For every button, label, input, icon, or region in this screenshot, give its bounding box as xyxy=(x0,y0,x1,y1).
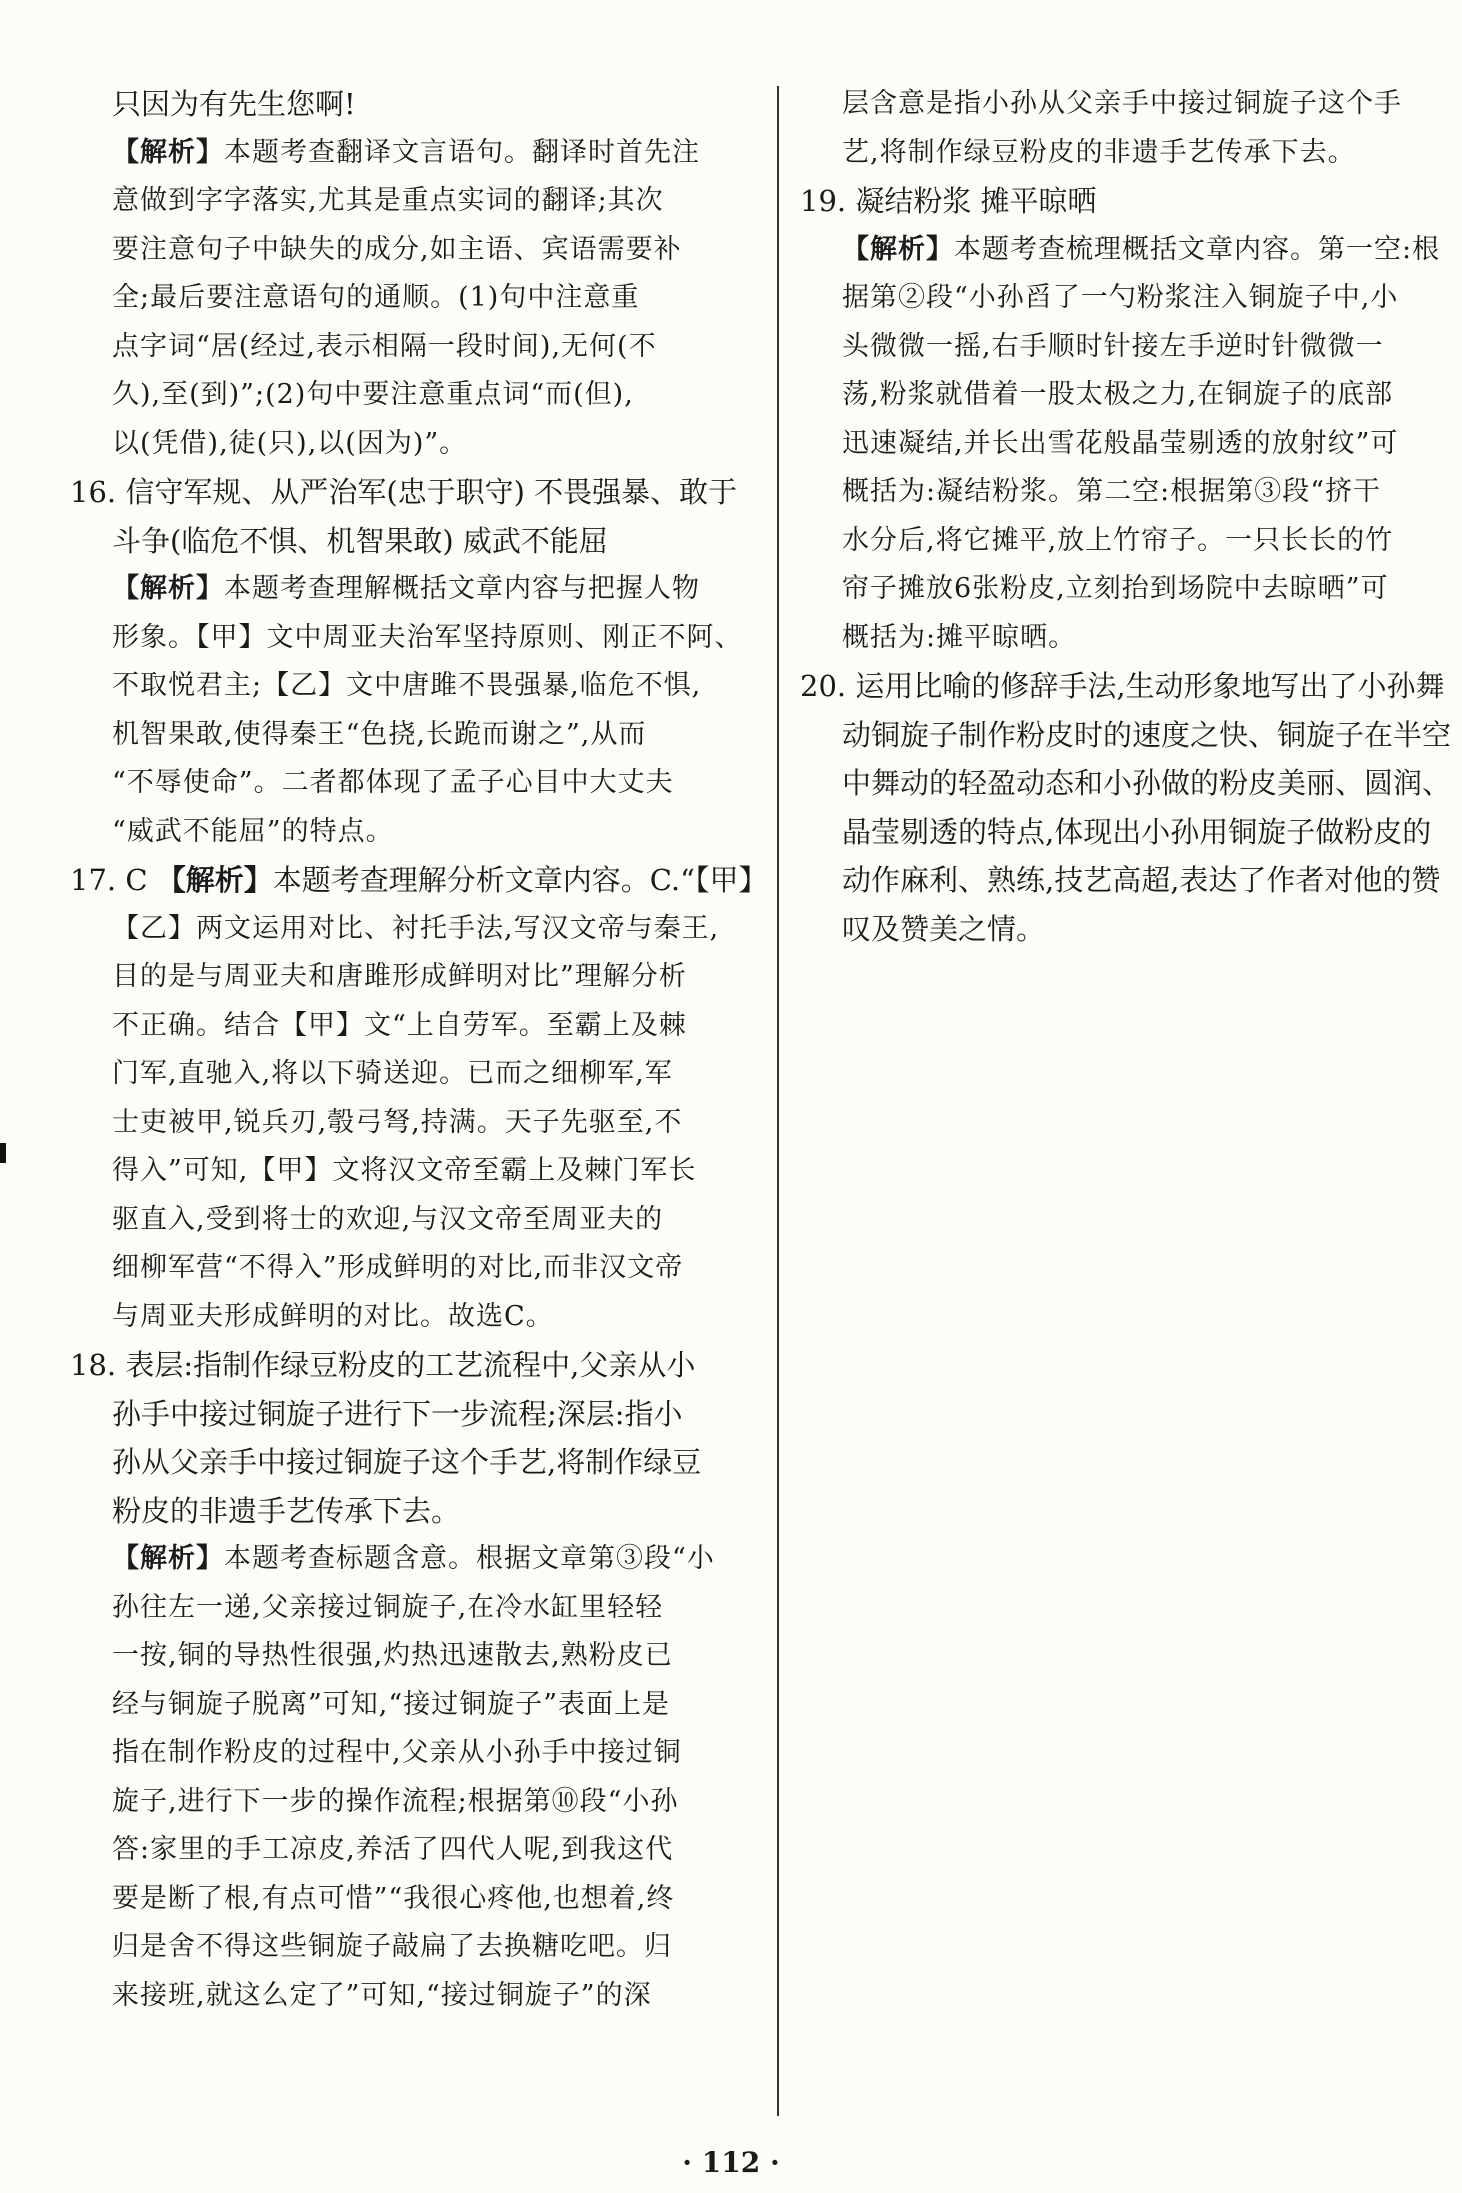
text-line xyxy=(70,1438,770,1487)
line-text: 动作麻利、熟练,技艺高超,表达了作者对他的赞 xyxy=(842,863,1441,897)
line-text: 孙从父亲手中接过铜旋子这个手艺,将制作绿豆 xyxy=(112,1445,702,1479)
line-text: 孙往左一递,父亲接过铜旋子,在冷水缸里轻轻 xyxy=(112,1591,664,1623)
text-line xyxy=(70,1535,770,1584)
line-text: 概括为:摊平晾晒。 xyxy=(842,621,1077,653)
analysis-tag: 【解析】 xyxy=(842,233,954,265)
analysis-tag: 【解析】 xyxy=(112,1543,224,1574)
text-line xyxy=(70,420,770,469)
text-line xyxy=(800,711,1462,760)
text-line xyxy=(70,711,770,760)
line-text: 本题考查标题含意。根据文章第③段“小 xyxy=(224,1543,715,1574)
line-text: 粉皮的非遗手艺传承下去。 xyxy=(112,1493,461,1528)
line-text: 旋子,进行下一步的操作流程;根据第⑩段“小孙 xyxy=(112,1785,679,1817)
line-text: 机智果敢,使得秦王“色挠,长跪而谢之”,从而 xyxy=(112,718,647,750)
analysis-tag: 【解析】 xyxy=(112,573,224,604)
text-line xyxy=(70,1196,770,1245)
right-column xyxy=(800,80,1462,953)
margin-mark xyxy=(0,1143,6,1163)
line-text: 只因为有先生您啊! xyxy=(112,87,356,121)
line-text: 中舞动的轻盈动态和小孙做的粉皮美丽、圆润、 xyxy=(842,766,1452,800)
text-line xyxy=(800,129,1462,178)
analysis-tag: 【解析】 xyxy=(156,863,273,897)
line-text: 一按,铜的导热性很强,灼热迅速散去,熟粉皮已 xyxy=(112,1640,673,1671)
line-text: 归是舍不得这些铜旋子敲扁了去换糖吃吧。归 xyxy=(112,1931,672,1962)
line-text: 答:家里的手工凉皮,养活了四代人呢,到我这代 xyxy=(112,1834,674,1865)
text-line xyxy=(70,1293,770,1342)
text-line xyxy=(70,1002,770,1051)
text-line xyxy=(800,856,1462,905)
line-text: 指在制作粉皮的过程中,父亲从小孙手中接过铜 xyxy=(112,1737,682,1768)
line-text: 艺,将制作绿豆粉皮的非遗手艺传承下去。 xyxy=(842,136,1356,168)
text-line xyxy=(800,808,1462,857)
column-divider xyxy=(777,86,779,2116)
line-text: 18. 表层:指制作绿豆粉皮的工艺流程中,父亲从小 xyxy=(70,1348,696,1382)
text-line xyxy=(70,1147,770,1196)
left-column xyxy=(70,80,770,2020)
text-line xyxy=(70,1099,770,1148)
line-text: 形象。【甲】文中周亚夫治军坚持原则、刚正不阿、 xyxy=(112,621,743,653)
line-text: “不辱使命”。二者都体现了孟子心目中大丈夫 xyxy=(112,767,674,798)
text-line xyxy=(70,129,770,178)
text-line xyxy=(70,1681,770,1730)
line-text: 迅速凝结,并长出雪花般晶莹剔透的放射纹”可 xyxy=(842,427,1399,459)
line-text: “威武不能屈”的特点。 xyxy=(112,815,394,847)
line-text: 与周亚夫形成鲜明的对比。故选C。 xyxy=(112,1300,554,1332)
text-line xyxy=(70,953,770,1002)
line-text: 得入”可知,【甲】文将汉文帝至霸上及棘门军长 xyxy=(112,1155,697,1186)
line-text: 以(凭借),徒(只),以(因为)”。 xyxy=(112,427,468,459)
text-line xyxy=(70,759,770,808)
line-text: 门军,直驰入,将以下骑送迎。已而之细柳军,军 xyxy=(112,1058,673,1089)
text-line xyxy=(800,905,1462,954)
line-text: 动铜旋子制作粉皮时的速度之快、铜旋子在半空 xyxy=(842,717,1452,752)
line-text: 概括为:凝结粉浆。第二空:根据第③段“挤干 xyxy=(842,476,1381,507)
text-line xyxy=(800,565,1462,614)
line-text: 意做到字字落实,尤其是重点实词的翻译;其次 xyxy=(112,185,664,216)
text-line xyxy=(70,323,770,372)
text-line xyxy=(70,517,770,566)
text-line xyxy=(800,371,1462,420)
text-line xyxy=(70,1584,770,1633)
text-line xyxy=(800,420,1462,469)
line-text: 17. C xyxy=(70,863,157,897)
text-line xyxy=(70,1778,770,1827)
text-line xyxy=(800,177,1462,226)
text-line xyxy=(70,1923,770,1972)
text-line xyxy=(70,274,770,323)
text-line xyxy=(70,808,770,857)
line-text: 16. 信守军规、从严治军(忠于职守) 不畏强暴、敢于 xyxy=(70,475,738,509)
text-line xyxy=(800,226,1462,275)
line-text: 驱直入,受到将士的欢迎,与汉文帝至周亚夫的 xyxy=(112,1203,664,1235)
text-line xyxy=(70,662,770,711)
page-number: · 112 · xyxy=(682,2146,780,2179)
line-text: 经与铜旋子脱离”可知,“接过铜旋子”表面上是 xyxy=(112,1688,670,1720)
line-text: 全;最后要注意语句的通顺。(1)句中注意重 xyxy=(112,282,640,313)
analysis-tag: 【解析】 xyxy=(112,136,224,168)
text-line xyxy=(70,905,770,954)
line-text: 水分后,将它摊平,放上竹帘子。一只长长的竹 xyxy=(842,524,1394,556)
line-text: 本题考查理解分析文章内容。C.“【甲】 xyxy=(272,863,768,897)
line-text: 层含意是指小孙从父亲手中接过铜旋子这个手 xyxy=(842,88,1402,119)
text-line xyxy=(70,1826,770,1875)
text-line xyxy=(70,1244,770,1293)
text-line xyxy=(70,856,770,905)
text-line xyxy=(70,468,770,517)
line-text: 孙手中接过铜旋子进行下一步流程;深层:指小 xyxy=(112,1396,683,1431)
line-text: 19. 凝结粉浆 摊平晾晒 xyxy=(800,184,1097,218)
text-line xyxy=(800,80,1462,129)
text-line xyxy=(70,614,770,663)
line-text: 久),至(到)”;(2)句中要注意重点词“而(但), xyxy=(112,379,634,410)
line-text: 来接班,就这么定了”可知,“接过铜旋子”的深 xyxy=(112,1979,652,2011)
text-line xyxy=(800,517,1462,566)
text-line xyxy=(70,177,770,226)
line-text: 【乙】两文运用对比、衬托手法,写汉文帝与秦王, xyxy=(112,912,720,944)
text-line xyxy=(70,565,770,614)
line-text: 不取悦君主;【乙】文中唐雎不畏强暴,临危不惧, xyxy=(112,670,702,701)
line-text: 要注意句子中缺失的成分,如主语、宾语需要补 xyxy=(112,233,682,265)
text-line xyxy=(800,662,1462,711)
text-line xyxy=(70,1972,770,2021)
line-text: 不正确。结合【甲】文“上自劳军。至霸上及棘 xyxy=(112,1009,687,1041)
line-text: 斗争(临危不惧、机智果敢) 威武不能屈 xyxy=(112,523,608,558)
line-text: 晶莹剔透的特点,体现出小孙用铜旋子做粉皮的 xyxy=(842,814,1432,849)
text-line xyxy=(800,323,1462,372)
line-text: 士吏被甲,锐兵刃,彀弓弩,持满。天子先驱至,不 xyxy=(112,1106,683,1138)
line-text: 叹及赞美之情。 xyxy=(842,911,1046,946)
text-line xyxy=(70,1390,770,1439)
text-line xyxy=(70,226,770,275)
line-text: 头微微一摇,右手顺时针接左手逆时针微微一 xyxy=(842,330,1384,362)
line-text: 细柳军营“不得入”形成鲜明的对比,而非汉文帝 xyxy=(112,1252,684,1283)
line-text: 荡,粉浆就借着一股太极之力,在铜旋子的底部 xyxy=(842,379,1394,410)
text-line xyxy=(70,80,770,129)
line-text: 帘子摊放6张粉皮,立刻抬到场院中去晾晒”可 xyxy=(842,573,1389,604)
line-text: 要是断了根,有点可惜”“我很心疼他,也想着,终 xyxy=(112,1882,675,1914)
text-line xyxy=(70,1050,770,1099)
text-line xyxy=(800,274,1462,323)
text-line xyxy=(70,1875,770,1924)
line-text: 本题考查理解概括文章内容与把握人物 xyxy=(224,573,700,604)
text-line xyxy=(800,614,1462,663)
text-line xyxy=(70,1487,770,1536)
line-text: 本题考查梳理概括文章内容。第一空:根 xyxy=(954,233,1441,265)
line-text: 本题考查翻译文言语句。翻译时首先注 xyxy=(224,136,700,168)
line-text: 据第②段“小孙舀了一勺粉浆注入铜旋子中,小 xyxy=(842,282,1399,313)
line-text: 20. 运用比喻的修辞手法,生动形象地写出了小孙舞 xyxy=(800,669,1445,703)
text-line xyxy=(70,1729,770,1778)
line-text: 目的是与周亚夫和唐雎形成鲜明对比”理解分析 xyxy=(112,961,687,992)
line-text: 点字词“居(经过,表示相隔一段时间),无何(不 xyxy=(112,330,657,362)
text-line xyxy=(70,1632,770,1681)
text-line xyxy=(800,759,1462,808)
text-line xyxy=(70,1341,770,1390)
text-line xyxy=(800,468,1462,517)
text-line xyxy=(70,371,770,420)
